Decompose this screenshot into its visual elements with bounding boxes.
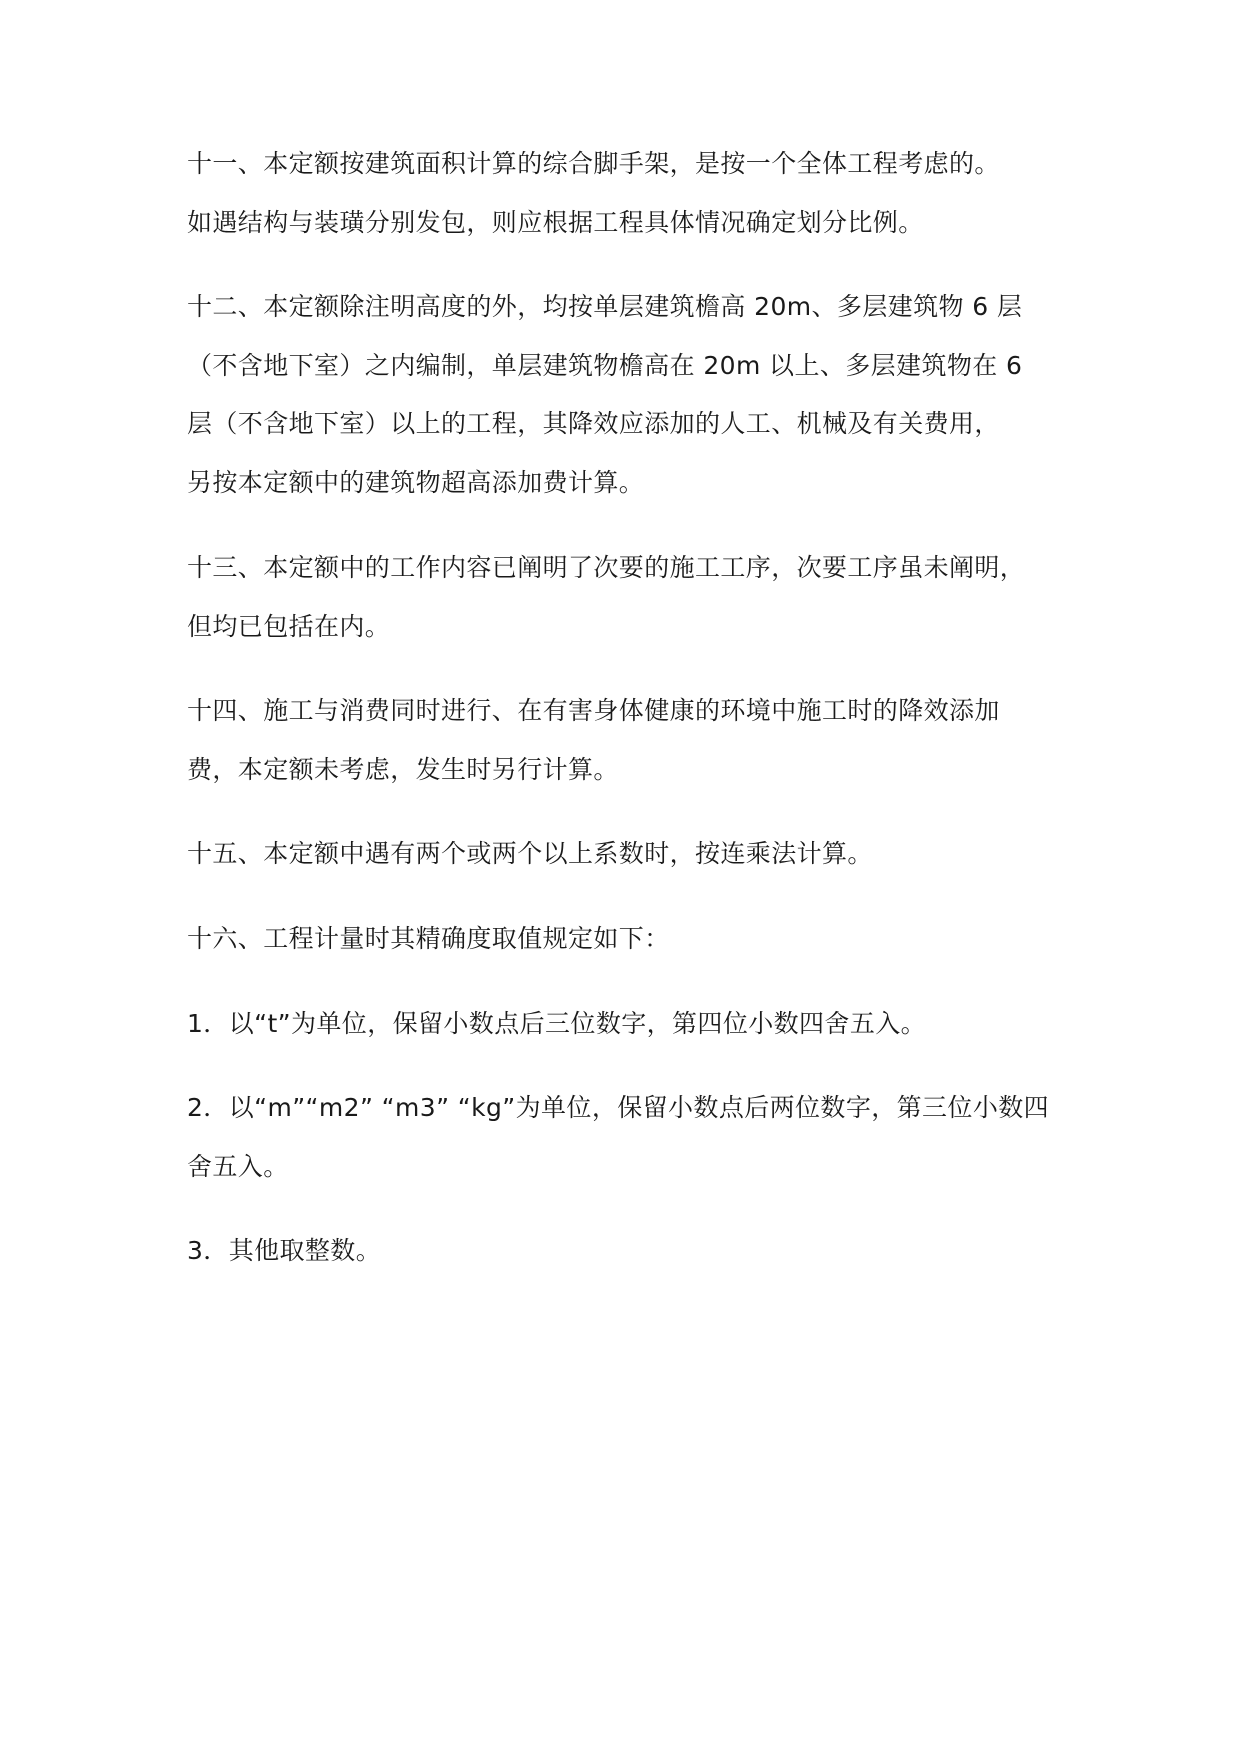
text-line: 1．以“t”为单位，保留小数点后三位数字，第四位小数四舍五入。 xyxy=(187,1009,927,1038)
text-line: 舍五入。 xyxy=(187,1152,289,1181)
text-line: 十二、本定额除注明高度的外，均按单层建筑檐高 20m、多层建筑物 6 层 xyxy=(187,292,1023,321)
text-line: 3．其他取整数。 xyxy=(187,1236,382,1265)
text-line: 另按本定额中的建筑物超高添加费计算。 xyxy=(187,468,645,497)
text-line: （不含地下室）之内编制，单层建筑物檐高在 20m 以上、多层建筑物在 6 xyxy=(187,351,1023,380)
text-line: 但均已包括在内。 xyxy=(187,612,391,641)
text-line: 2．以“m”“m2” “m3” “kg”为单位，保留小数点后两位数字，第三位小数四 xyxy=(187,1093,1050,1122)
text-line: 如遇结构与装璜分别发包，则应根据工程具体情况确定划分比例。 xyxy=(187,208,924,237)
text-line: 十六、工程计量时其精确度取值规定如下： xyxy=(187,924,670,953)
text-line: 十三、本定额中的工作内容已阐明了次要的施工工序，次要工序虽未阐明， xyxy=(187,553,1026,582)
text-line: 费，本定额未考虑，发生时另行计算。 xyxy=(187,755,619,784)
text-line: 十一、本定额按建筑面积计算的综合脚手架，是按一个全体工程考虑的。 xyxy=(187,149,1000,178)
text-line: 十四、施工与消费同时进行、在有害身体健康的环境中施工时的降效添加 xyxy=(187,696,1000,725)
text-line: 十五、本定额中遇有两个或两个以上系数时，按连乘法计算。 xyxy=(187,839,873,868)
text-line: 层（不含地下室）以上的工程，其降效应添加的人工、机械及有关费用， xyxy=(187,409,1000,438)
